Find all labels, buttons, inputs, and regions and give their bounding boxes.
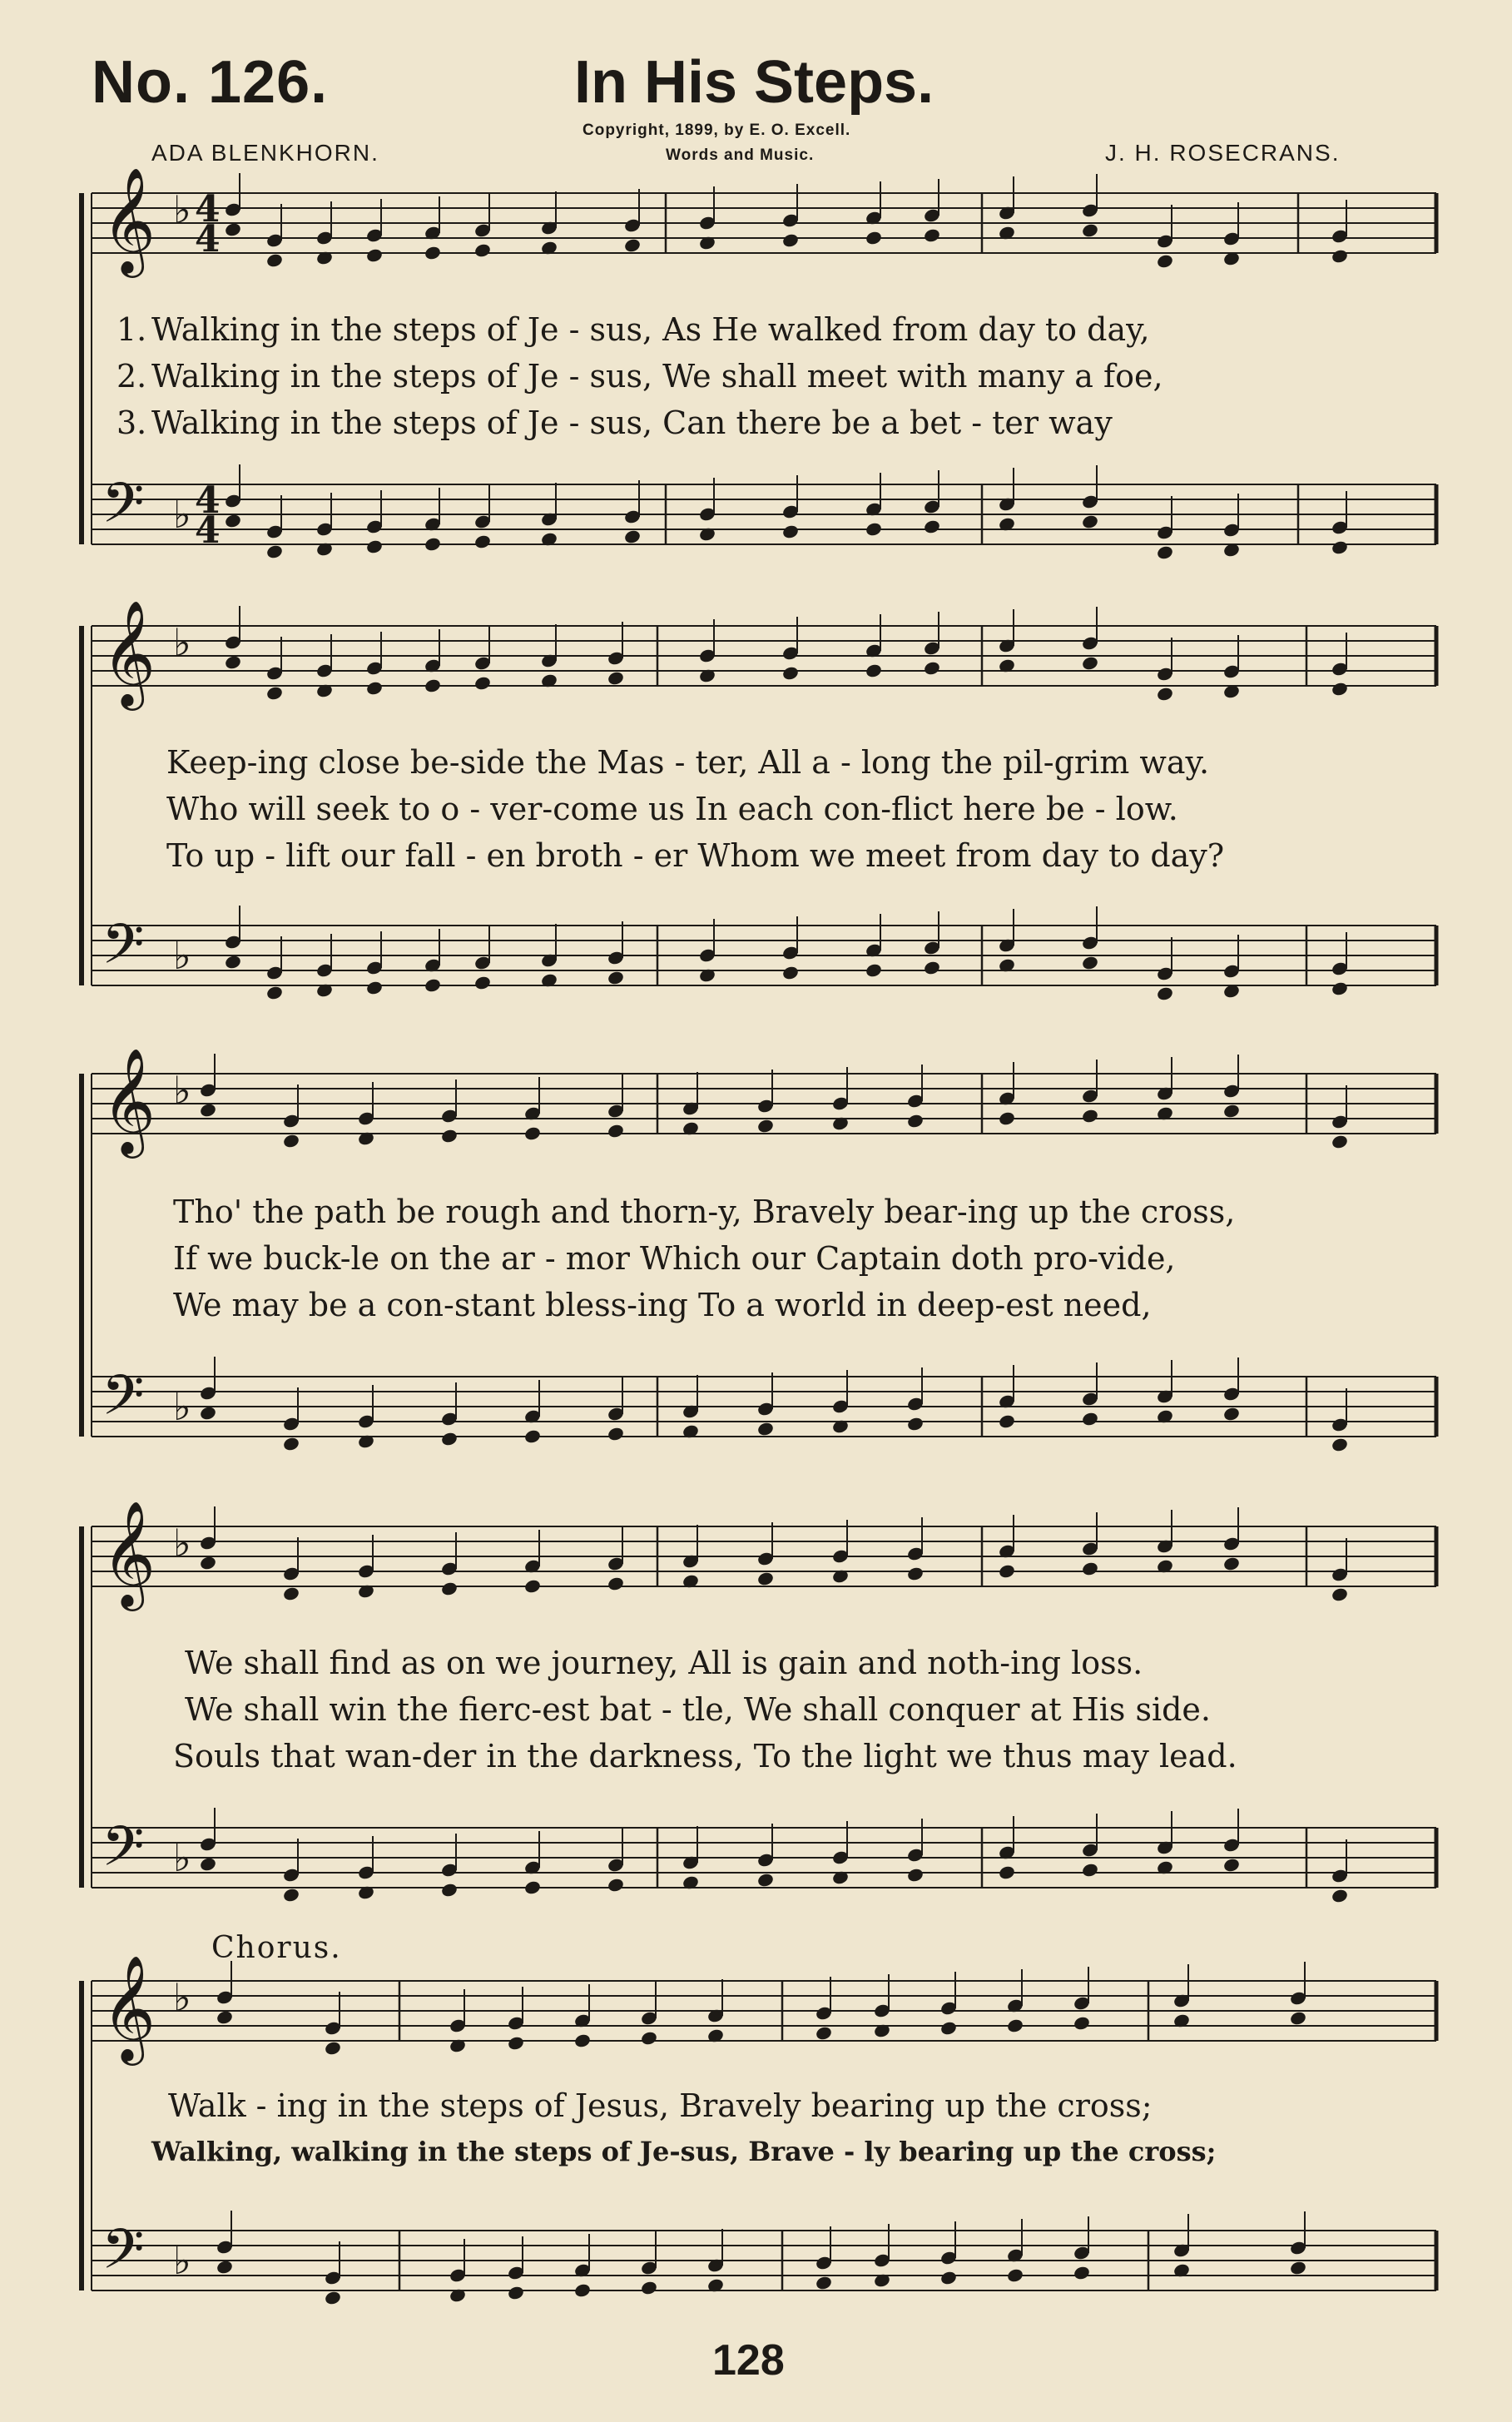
lyric-s1-v1: Walking in the steps of Je - sus, As He walked from day to day, — [151, 311, 1150, 348]
note-head — [607, 970, 625, 985]
bass-clef-icon: 𝄢 — [102, 2217, 145, 2295]
note-head — [424, 677, 442, 693]
note-head — [865, 230, 883, 246]
note-head — [473, 675, 492, 691]
note-head — [265, 543, 284, 559]
lyric-s4-v1: We shall find as on we journey, All is gain and noth-ing loss. — [185, 1645, 1143, 1681]
note-head — [199, 1555, 217, 1571]
note-head — [781, 965, 800, 980]
note-head — [282, 1436, 300, 1452]
note-head — [199, 1405, 217, 1421]
note-head — [939, 2270, 958, 2286]
note-head — [573, 2032, 592, 2048]
note-head — [365, 538, 384, 554]
note-head — [265, 685, 284, 701]
note-head — [998, 1413, 1016, 1429]
note-head — [473, 534, 492, 549]
flat-icon: ♭ — [173, 933, 191, 978]
treble-clef-icon: 𝄞 — [102, 599, 156, 706]
note-head — [998, 1563, 1016, 1579]
note-head — [939, 2020, 958, 2036]
treble-clef-icon: 𝄞 — [102, 1954, 156, 2061]
note-head — [923, 660, 941, 676]
composer-credit: J. H. ROSECRANS. — [1105, 140, 1341, 166]
note-head — [607, 1426, 625, 1442]
note-head — [998, 1864, 1016, 1880]
note-head — [815, 2025, 833, 2041]
hymn-title: In His Steps. — [574, 49, 934, 116]
note-head — [1331, 1586, 1349, 1602]
note-head — [923, 227, 941, 243]
note-head — [1289, 2260, 1307, 2276]
flat-icon: ♭ — [173, 492, 191, 537]
flat-icon: ♭ — [173, 620, 191, 665]
note-head — [224, 513, 242, 529]
lyric-s3-v1: Tho' the path be rough and thorn-y, Bravely bear-ing up the cross, — [173, 1194, 1236, 1230]
lyric-s3-v3: We may be a con-stant bless-ing To a world in deep-est need, — [173, 1287, 1152, 1323]
lyric-s2-v2: Who will seek to o - ver-come us In each con-flict here be - low. — [166, 791, 1178, 827]
note-head — [1222, 1857, 1241, 1873]
note-head — [324, 2040, 342, 2056]
lyric-s2-v1: Keep-ing close be-side the Mas - ter, All a - long the pil-grim way. — [166, 744, 1210, 781]
note-head — [756, 1421, 775, 1437]
lyric-s3-v2: If we buck-le on the ar - mor Which our Captain doth pro-vide, — [173, 1240, 1176, 1277]
note-head — [523, 1879, 542, 1895]
note-head — [523, 1578, 542, 1594]
note-head — [781, 665, 800, 681]
bass-clef-icon: 𝄢 — [102, 912, 145, 990]
note-head — [607, 1123, 625, 1139]
note-head — [1156, 985, 1174, 1001]
bass-clef-icon: 𝄢 — [102, 471, 145, 548]
note-head — [1289, 2010, 1307, 2026]
note-head — [199, 1856, 217, 1872]
note-head — [573, 2282, 592, 2298]
note-head — [756, 1571, 775, 1586]
note-head — [607, 1877, 625, 1893]
flat-icon: ♭ — [173, 1835, 191, 1880]
flat-icon: ♭ — [173, 1521, 191, 1566]
bass-clef-icon: 𝄢 — [102, 1814, 145, 1892]
note-head — [640, 2030, 658, 2046]
note-head — [199, 1102, 217, 1118]
note-head — [282, 1133, 300, 1149]
note-head — [906, 1867, 925, 1883]
note-head — [1006, 2267, 1024, 2283]
note-head — [1073, 2015, 1091, 2031]
author-credit: ADA BLENKHORN. — [151, 140, 379, 166]
lyric-s1-v2: Walking in the steps of Je - sus, We shall meet with many a foe, — [151, 358, 1163, 395]
note-head — [1331, 980, 1349, 996]
note-head — [440, 1882, 459, 1898]
flat-icon: ♭ — [173, 2238, 191, 2283]
note-head — [1081, 1108, 1099, 1124]
note-head — [224, 221, 242, 237]
note-head — [440, 1128, 459, 1144]
note-head — [998, 1110, 1016, 1126]
verse-number-2: 2. — [116, 358, 147, 395]
note-head — [1222, 1103, 1241, 1119]
flat-icon: ♭ — [173, 1068, 191, 1113]
note-head — [1222, 1556, 1241, 1571]
note-head — [1331, 539, 1349, 555]
note-head — [365, 980, 384, 995]
note-head — [1331, 1888, 1349, 1903]
note-head — [216, 2259, 234, 2275]
chorus-response-lyric: Walking, walking in the steps of Je-sus, Brave - ly bearing up the cross; — [151, 2136, 1217, 2167]
flat-icon: ♭ — [173, 1975, 191, 2020]
flat-icon: ♭ — [173, 187, 191, 232]
verse-number-1: 1. — [116, 311, 147, 348]
chorus-label: Chorus. — [211, 1931, 342, 1965]
note-head — [640, 2280, 658, 2295]
hymn-number: No. 126. — [92, 49, 329, 116]
note-head — [265, 252, 284, 268]
chorus-lyric: Walk - ing in the steps of Jesus, Bravely bearing up the cross; — [168, 2087, 1153, 2124]
time-signature: 4 — [195, 509, 221, 552]
note-head — [224, 654, 242, 670]
copyright-notice: Copyright, 1899, by E. O. Excell. — [582, 122, 851, 139]
note-head — [523, 1125, 542, 1141]
note-head — [1081, 514, 1099, 529]
note-head — [623, 529, 642, 544]
note-head — [607, 670, 625, 686]
note-head — [507, 2285, 525, 2300]
note-head — [424, 977, 442, 993]
note-head — [923, 960, 941, 975]
note-head — [1156, 686, 1174, 702]
note-head — [424, 536, 442, 552]
note-head — [265, 985, 284, 1000]
note-head — [906, 1113, 925, 1129]
note-head — [1156, 253, 1174, 269]
note-head — [424, 245, 442, 261]
note-head — [781, 524, 800, 539]
note-head — [473, 975, 492, 990]
note-head — [1331, 248, 1349, 264]
note-head — [1081, 955, 1099, 970]
note-head — [216, 2009, 234, 2025]
note-head — [1081, 1411, 1099, 1427]
flat-icon: ♭ — [173, 1384, 191, 1429]
note-head — [224, 954, 242, 970]
note-head — [906, 1416, 925, 1432]
note-head — [282, 1887, 300, 1903]
note-head — [1081, 1561, 1099, 1576]
lyric-s4-v2: We shall win the fierc-est bat - tle, We shall conquer at His side. — [185, 1691, 1211, 1728]
note-head — [1006, 2018, 1024, 2033]
verse-number-3: 3. — [116, 404, 147, 441]
note-head — [607, 1576, 625, 1591]
note-head — [440, 1581, 459, 1596]
note-head — [365, 247, 384, 263]
page-number: 128 — [712, 2336, 785, 2385]
note-head — [623, 237, 642, 253]
words-and-music-note: Words and Music. — [666, 146, 815, 164]
note-head — [1081, 222, 1099, 238]
time-signature: 4 — [195, 479, 221, 522]
note-head — [507, 2035, 525, 2051]
note-head — [1081, 1862, 1099, 1878]
lyric-s1-v3: Walking in the steps of Je - sus, Can there be a bet - ter way — [151, 404, 1113, 441]
note-head — [756, 1872, 775, 1888]
lyric-s4-v3: Souls that wan-der in the darkness, To the light we thus may lead. — [173, 1738, 1237, 1774]
note-head — [1331, 1437, 1349, 1452]
note-head — [282, 1586, 300, 1601]
note-head — [815, 2275, 833, 2290]
note-head — [1222, 1406, 1241, 1422]
note-head — [365, 680, 384, 696]
note-head — [440, 1431, 459, 1447]
note-head — [865, 663, 883, 678]
treble-clef-icon: 𝄞 — [102, 1047, 156, 1154]
note-head — [1331, 681, 1349, 697]
note-head — [1081, 655, 1099, 671]
bass-clef-icon: 𝄢 — [102, 1363, 145, 1441]
note-head — [324, 2290, 342, 2305]
treble-clef-icon: 𝄞 — [102, 166, 156, 273]
note-head — [906, 1566, 925, 1581]
treble-clef-icon: 𝄞 — [102, 1500, 156, 1606]
lyric-s2-v3: To up - lift our fall - en broth - er Whom we meet from day to day? — [166, 837, 1225, 874]
note-head — [1331, 1134, 1349, 1149]
note-head — [865, 962, 883, 978]
time-signature: 4 — [195, 188, 221, 231]
time-signature: 4 — [195, 218, 221, 261]
note-head — [1073, 2265, 1091, 2281]
note-head — [1156, 544, 1174, 560]
note-head — [523, 1428, 542, 1444]
note-head — [781, 232, 800, 248]
note-head — [865, 521, 883, 537]
note-head — [923, 519, 941, 534]
note-head — [473, 242, 492, 258]
note-head — [756, 1118, 775, 1134]
